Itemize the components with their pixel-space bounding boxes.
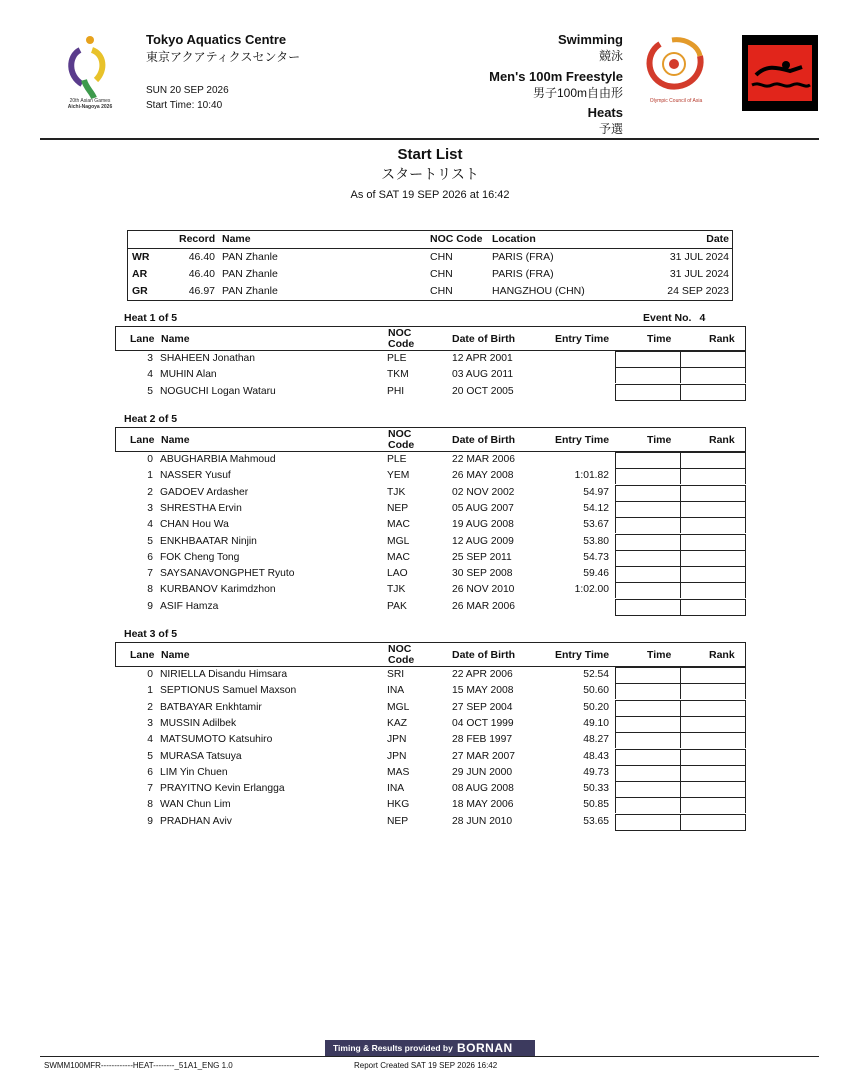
records-col-location: Location	[492, 233, 536, 245]
record-location: PARIS (FRA)	[492, 268, 554, 280]
athlete-name: MATSUMOTO Katsuhiro	[160, 734, 273, 746]
record-time: 46.40	[188, 251, 215, 263]
event-number-value: 4	[699, 312, 706, 324]
time-box	[615, 732, 681, 748]
athlete-entry-time: 48.27	[583, 734, 609, 746]
athlete-entry-time: 50.85	[583, 799, 609, 811]
report-created: Report Created SAT 19 SEP 2026 16:42	[354, 1061, 498, 1070]
athlete-entry-time: 48.43	[583, 750, 609, 762]
athlete-name: ENKHBAATAR Ninjin	[160, 535, 257, 547]
athlete-entry-time: 53.80	[583, 535, 609, 547]
asian-games-logo-text: 20th Asian Games Aichi-Nagoya 2026	[67, 98, 113, 110]
sport-name: Swimming	[557, 32, 623, 47]
rank-box	[680, 566, 746, 582]
rank-box	[680, 599, 746, 616]
athlete-noc: HKG	[387, 799, 410, 811]
time-box	[615, 384, 681, 401]
athlete-lane: 9	[147, 600, 153, 612]
heat-title: Heat 1 of 5	[124, 312, 178, 324]
time-box	[615, 765, 681, 781]
athlete-row	[115, 732, 745, 748]
col-rank: Rank	[709, 649, 735, 661]
athlete-entry-time: 50.33	[583, 783, 609, 795]
time-box	[615, 501, 681, 517]
col-noc-code: Code	[388, 654, 415, 666]
athlete-entry-time: 59.46	[583, 568, 609, 580]
col-rank: Rank	[709, 434, 735, 446]
time-box	[615, 452, 681, 468]
record-location: PARIS (FRA)	[492, 251, 554, 263]
time-box	[615, 797, 681, 813]
time-box	[615, 550, 681, 566]
athlete-name: SEPTIONUS Samuel Maxson	[160, 685, 297, 697]
records-col-name: Name	[222, 233, 251, 245]
records-col-date: Date	[706, 233, 729, 245]
athlete-noc: TKM	[387, 369, 409, 381]
rank-box	[680, 452, 746, 468]
competition-date: SUN 20 SEP 2026	[146, 85, 229, 96]
rank-box	[680, 797, 746, 813]
records-table	[127, 230, 733, 301]
time-box	[615, 814, 681, 831]
heat-title: Heat 3 of 5	[124, 628, 178, 640]
document-code: SWMM100MFR------------HEAT--------_51A1_ENG 1.0	[44, 1061, 233, 1070]
athlete-date-of-birth: 22 MAR 2006	[452, 454, 515, 465]
time-box	[615, 667, 681, 683]
time-box	[615, 683, 681, 699]
record-time: 46.40	[188, 268, 215, 280]
athlete-noc: MGL	[387, 701, 410, 713]
record-type: WR	[132, 251, 150, 263]
record-type: GR	[132, 285, 148, 297]
time-box	[615, 351, 681, 367]
start-time: Start Time: 10:40	[146, 100, 223, 111]
time-box	[615, 566, 681, 582]
athlete-date-of-birth: 25 SEP 2011	[452, 551, 512, 563]
rank-box	[680, 582, 746, 598]
athlete-lane: 1	[147, 470, 153, 482]
phase-name-jp: 予選	[598, 122, 623, 136]
rank-box	[680, 468, 746, 484]
venue-name-jp: 東京アクアティクスセンター	[146, 50, 301, 64]
athlete-date-of-birth: 27 MAR 2007	[452, 750, 515, 762]
athlete-row	[115, 667, 745, 683]
athlete-date-of-birth: 29 JUN 2000	[452, 766, 513, 778]
athlete-noc: SRI	[387, 669, 405, 680]
athlete-name: MUHIN Alan	[160, 369, 217, 381]
col-name: Name	[161, 434, 190, 446]
athlete-entry-time: 54.73	[583, 551, 609, 563]
as-of-timestamp: As of SAT 19 SEP 2026 at 16:42	[350, 189, 510, 201]
athlete-lane: 8	[147, 584, 153, 596]
col-lane: Lane	[130, 333, 155, 345]
athlete-name: NIRIELLA Disandu Himsara	[160, 669, 288, 680]
athlete-lane: 6	[147, 766, 153, 778]
athlete-noc: NEP	[387, 815, 409, 827]
rank-box	[680, 384, 746, 401]
athlete-noc: LAO	[387, 568, 408, 580]
rank-box	[680, 534, 746, 550]
rank-box	[680, 700, 746, 716]
athlete-row	[115, 501, 745, 517]
athlete-entry-time: 53.65	[583, 815, 609, 827]
col-noc: NOC	[388, 428, 412, 440]
time-box	[615, 700, 681, 716]
venue-name: Tokyo Aquatics Centre	[146, 32, 287, 47]
col-name: Name	[161, 333, 190, 345]
athlete-lane: 2	[147, 486, 153, 498]
record-holder: PAN Zhanle	[222, 285, 278, 297]
athlete-date-of-birth: 30 SEP 2008	[452, 568, 513, 580]
athlete-lane: 5	[147, 750, 153, 762]
col-date-of-birth: Date of Birth	[452, 649, 515, 661]
athlete-noc: MAC	[387, 551, 410, 563]
athlete-name: NASSER Yusuf	[160, 470, 231, 482]
oca-logo	[640, 34, 712, 110]
record-location: HANGZHOU (CHN)	[492, 285, 585, 297]
rank-box	[680, 814, 746, 831]
col-entry-time: Entry Time	[555, 649, 610, 661]
athlete-entry-time: 52.54	[583, 669, 609, 680]
athlete-row	[115, 599, 745, 615]
athlete-date-of-birth: 12 AUG 2009	[452, 535, 514, 547]
time-box	[615, 468, 681, 484]
col-lane: Lane	[130, 434, 155, 446]
record-row	[128, 266, 732, 283]
athlete-row	[115, 384, 745, 400]
asian-games-logo	[58, 32, 122, 112]
athlete-lane: 1	[147, 685, 153, 697]
athlete-lane: 2	[147, 701, 153, 713]
rank-box	[680, 732, 746, 748]
col-date-of-birth: Date of Birth	[452, 434, 515, 446]
athlete-row	[115, 550, 745, 566]
athlete-entry-time: 1:01.82	[574, 470, 609, 482]
athlete-name: PRAYITNO Kevin Erlangga	[160, 783, 285, 795]
time-box	[615, 485, 681, 501]
col-noc: NOC	[388, 643, 412, 655]
athlete-lane: 4	[147, 369, 153, 381]
rank-box	[680, 667, 746, 683]
athlete-name: MUSSIN Adilbek	[160, 717, 237, 729]
athlete-name: SHAHEEN Jonathan	[160, 353, 256, 364]
athlete-lane: 4	[147, 734, 153, 746]
athlete-date-of-birth: 26 MAR 2006	[452, 600, 515, 612]
athlete-date-of-birth: 04 OCT 1999	[452, 717, 514, 729]
record-date: 24 SEP 2023	[667, 285, 729, 297]
athlete-row	[115, 700, 745, 716]
athlete-name: KURBANOV Karimdzhon	[160, 584, 276, 596]
rank-box	[680, 683, 746, 699]
athlete-noc: PAK	[387, 600, 407, 612]
athlete-row	[115, 683, 745, 699]
athlete-noc: INA	[387, 783, 405, 795]
athlete-lane: 7	[147, 568, 153, 580]
athlete-row	[115, 716, 745, 732]
athlete-lane: 3	[147, 717, 153, 729]
athlete-name: WAN Chun Lim	[160, 799, 231, 811]
athlete-name: FOK Cheng Tong	[160, 551, 240, 563]
athlete-row	[115, 468, 745, 484]
rank-box	[680, 765, 746, 781]
col-time: Time	[647, 434, 672, 446]
athlete-name: ASIF Hamza	[160, 600, 219, 612]
athlete-date-of-birth: 18 MAY 2006	[452, 799, 514, 811]
rank-box	[680, 749, 746, 765]
col-entry-time: Entry Time	[555, 333, 610, 345]
athlete-date-of-birth: 03 AUG 2011	[452, 369, 514, 381]
rank-box	[680, 716, 746, 732]
athlete-lane: 0	[147, 669, 153, 680]
time-box	[615, 716, 681, 732]
col-name: Name	[161, 649, 190, 661]
athlete-date-of-birth: 12 APR 2001	[452, 353, 513, 364]
start-list-header-row	[115, 642, 746, 667]
athlete-row	[115, 367, 745, 383]
athlete-date-of-birth: 02 NOV 2002	[452, 486, 515, 498]
col-lane: Lane	[130, 649, 155, 661]
athlete-date-of-birth: 08 AUG 2008	[452, 783, 514, 795]
athlete-date-of-birth: 15 MAY 2008	[452, 685, 514, 697]
sponsor-name: BORNAN	[457, 1041, 513, 1055]
phase-name: Heats	[587, 105, 623, 120]
event-number-label: Event No.	[643, 312, 692, 324]
record-date: 31 JUL 2024	[669, 268, 729, 280]
athlete-name: LIM Yin Chuen	[160, 766, 228, 778]
record-noc: CHN	[430, 268, 453, 280]
col-entry-time: Entry Time	[555, 434, 610, 446]
athlete-entry-time: 50.60	[583, 685, 609, 697]
oca-emblem-icon	[640, 34, 712, 96]
athlete-name: BATBAYAR Enkhtamir	[160, 701, 262, 713]
athlete-noc: PLE	[387, 454, 407, 465]
col-date-of-birth: Date of Birth	[452, 333, 515, 345]
athlete-lane: 0	[147, 454, 153, 465]
athlete-row	[115, 797, 745, 813]
col-noc-code: Code	[388, 338, 415, 350]
swimmer-icon	[742, 35, 818, 111]
record-date: 31 JUL 2024	[669, 251, 729, 263]
rank-box	[680, 351, 746, 367]
athlete-row	[115, 452, 745, 468]
athlete-row	[115, 582, 745, 598]
athlete-date-of-birth: 20 OCT 2005	[452, 385, 514, 397]
athlete-lane: 5	[147, 535, 153, 547]
record-row	[128, 249, 732, 266]
athlete-date-of-birth: 05 AUG 2007	[452, 502, 514, 514]
athlete-noc: PHI	[387, 385, 405, 397]
athlete-entry-time: 50.20	[583, 701, 609, 713]
record-holder: PAN Zhanle	[222, 268, 278, 280]
athlete-name: MURASA Tatsuya	[160, 750, 242, 762]
athlete-entry-time: 49.10	[583, 717, 609, 729]
athlete-lane: 8	[147, 799, 153, 811]
time-box	[615, 517, 681, 533]
rank-box	[680, 550, 746, 566]
athlete-lane: 7	[147, 783, 153, 795]
event-name: Men's 100m Freestyle	[489, 69, 623, 84]
time-box	[615, 749, 681, 765]
athlete-date-of-birth: 19 AUG 2008	[452, 519, 514, 531]
athlete-lane: 4	[147, 519, 153, 531]
rank-box	[680, 781, 746, 797]
heat-title: Heat 2 of 5	[124, 413, 178, 425]
time-box	[615, 781, 681, 797]
athlete-noc: NEP	[387, 502, 409, 514]
athlete-row	[115, 517, 745, 533]
venue-block	[146, 32, 300, 111]
athlete-date-of-birth: 26 MAY 2008	[452, 470, 514, 482]
athlete-name: PRADHAN Aviv	[160, 815, 232, 827]
record-time: 46.97	[188, 285, 215, 297]
footer-divider	[40, 1056, 819, 1057]
athlete-date-of-birth: 22 APR 2006	[452, 669, 513, 680]
record-noc: CHN	[430, 251, 453, 263]
records-col-noc: NOC Code	[430, 233, 483, 245]
athlete-date-of-birth: 28 JUN 2010	[452, 815, 513, 827]
athlete-noc: MGL	[387, 535, 410, 547]
athlete-entry-time: 53.67	[583, 519, 609, 531]
athlete-noc: INA	[387, 685, 405, 697]
athlete-name: SAYSANAVONGPHET Ryuto	[160, 568, 295, 580]
athlete-noc: JPN	[387, 734, 407, 746]
athlete-lane: 9	[147, 815, 153, 827]
col-noc-code: Code	[388, 439, 415, 451]
event-name-jp: 男子100m自由形	[532, 86, 623, 100]
time-box	[615, 534, 681, 550]
col-noc: NOC	[388, 327, 412, 339]
athlete-lane: 3	[147, 353, 153, 364]
event-number	[643, 312, 705, 324]
athlete-row	[115, 781, 745, 797]
title-block	[0, 146, 860, 201]
athlete-noc: YEM	[387, 470, 410, 482]
athlete-noc: MAC	[387, 519, 410, 531]
athlete-noc: MAS	[387, 766, 410, 778]
page-title: Start List	[397, 146, 463, 163]
athlete-noc: TJK	[387, 486, 406, 498]
athlete-date-of-birth: 26 NOV 2010	[452, 584, 515, 596]
timing-sponsor-banner	[325, 1040, 535, 1056]
rank-box	[680, 517, 746, 533]
athlete-date-of-birth: 27 SEP 2004	[452, 701, 513, 713]
swimming-pictogram	[742, 35, 818, 111]
record-noc: CHN	[430, 285, 453, 297]
athlete-entry-time: 54.12	[583, 502, 609, 514]
time-box	[615, 367, 681, 383]
athlete-name: GADOEV Ardasher	[160, 486, 249, 498]
page-title-jp: スタートリスト	[381, 166, 479, 182]
athlete-noc: PLE	[387, 353, 407, 364]
athlete-row	[115, 485, 745, 501]
sport-name-jp: 競泳	[598, 49, 623, 63]
record-row	[128, 283, 732, 300]
time-box	[615, 599, 681, 616]
athlete-entry-time: 1:02.00	[574, 584, 609, 596]
athlete-lane: 3	[147, 502, 153, 514]
athlete-row	[115, 765, 745, 781]
athlete-name: SHRESTHA Ervin	[160, 502, 242, 514]
col-time: Time	[647, 333, 672, 345]
start-list-header-row	[115, 427, 746, 452]
sponsor-label: Timing & Results provided by	[333, 1043, 453, 1053]
athlete-row	[115, 534, 745, 550]
athlete-noc: JPN	[387, 750, 407, 762]
athlete-name: CHAN Hou Wa	[160, 519, 229, 531]
athlete-row	[115, 814, 745, 830]
event-block	[489, 32, 623, 137]
athlete-date-of-birth: 28 FEB 1997	[452, 734, 513, 746]
col-rank: Rank	[709, 333, 735, 345]
athlete-entry-time: 49.73	[583, 766, 609, 778]
athlete-lane: 5	[147, 385, 153, 397]
record-holder: PAN Zhanle	[222, 251, 278, 263]
athlete-name: ABUGHARBIA Mahmoud	[160, 454, 276, 465]
oca-logo-text: Olympic Council of Asia	[649, 98, 703, 104]
athlete-row	[115, 566, 745, 582]
col-time: Time	[647, 649, 672, 661]
athlete-lane: 6	[147, 551, 153, 563]
athlete-name: NOGUCHI Logan Wataru	[160, 385, 276, 397]
time-box	[615, 582, 681, 598]
rank-box	[680, 367, 746, 383]
records-header-row	[128, 231, 732, 249]
rank-box	[680, 485, 746, 501]
athlete-row	[115, 351, 745, 367]
athlete-noc: KAZ	[387, 717, 408, 729]
records-col-record: Record	[179, 233, 216, 245]
start-list-header-row	[115, 326, 746, 351]
athlete-row	[115, 749, 745, 765]
record-type: AR	[132, 268, 148, 280]
header-divider	[40, 138, 819, 140]
rank-box	[680, 501, 746, 517]
athlete-noc: TJK	[387, 584, 406, 596]
athlete-entry-time: 54.97	[583, 486, 609, 498]
